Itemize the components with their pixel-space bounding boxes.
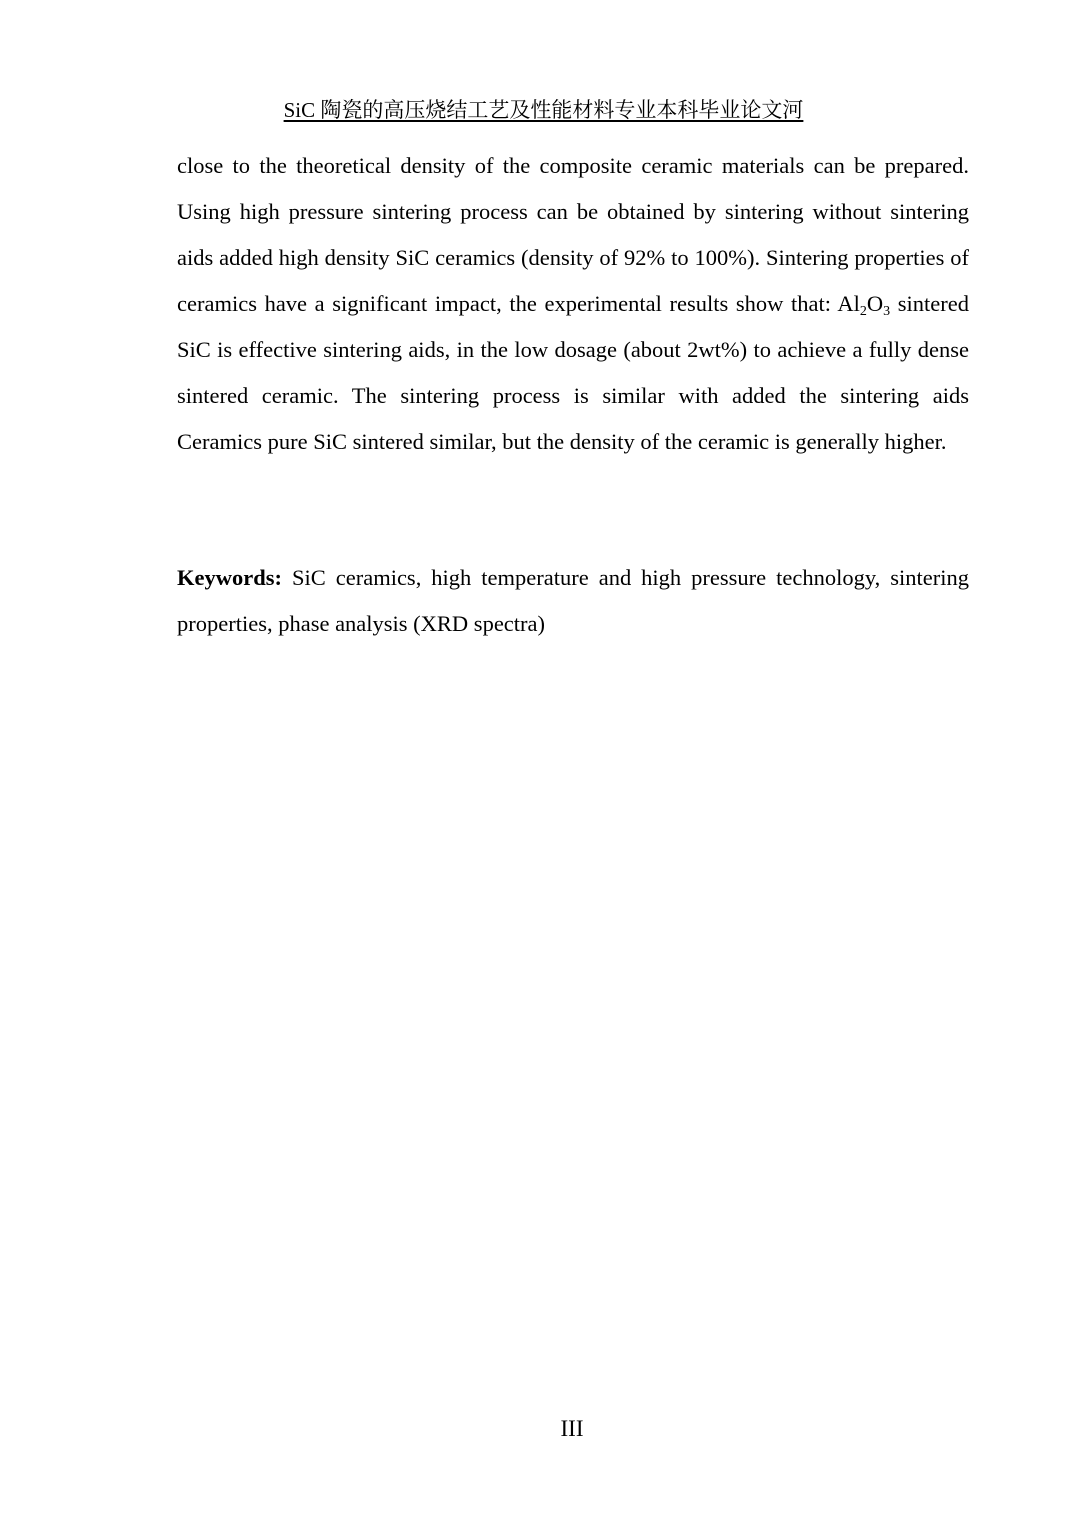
abstract-text-part1: close to the theoretical density of the composite ceramic materials can be prepared. Using high pressure sintering process can be obtained by sintering without sintering aids added high density SiC ceramics (density of 92% to 100%). Sintering properties of ceramics have a significant impact, the experimental results show that: Al: [177, 153, 969, 316]
page-header: [0, 96, 1087, 124]
abstract-text-part2: O: [866, 291, 884, 316]
page-number: III: [560, 1416, 584, 1441]
abstract-text-part3: sintered SiC is effective sintering aids, in the low dosage (about 2wt%) to achieve a fully dense sintered ceramic. The sintering process is similar with added the sintering aids Ceramics pure SiC sintered similar, but the density of the ceramic is generally higher.: [177, 291, 969, 454]
header-title: SiC 陶瓷的高压烧结工艺及性能材料专业本科毕业论文河: [283, 98, 804, 122]
keywords-text: SiC ceramics, high temperature and high pressure technology, sintering properties, phase analysis (XRD spectra): [177, 565, 969, 636]
subscript-3: 3: [883, 304, 891, 319]
abstract-paragraph: [177, 143, 969, 465]
keywords-label: Keywords:: [177, 565, 282, 590]
keywords-paragraph: [177, 555, 969, 647]
subscript-2: 2: [859, 304, 867, 319]
